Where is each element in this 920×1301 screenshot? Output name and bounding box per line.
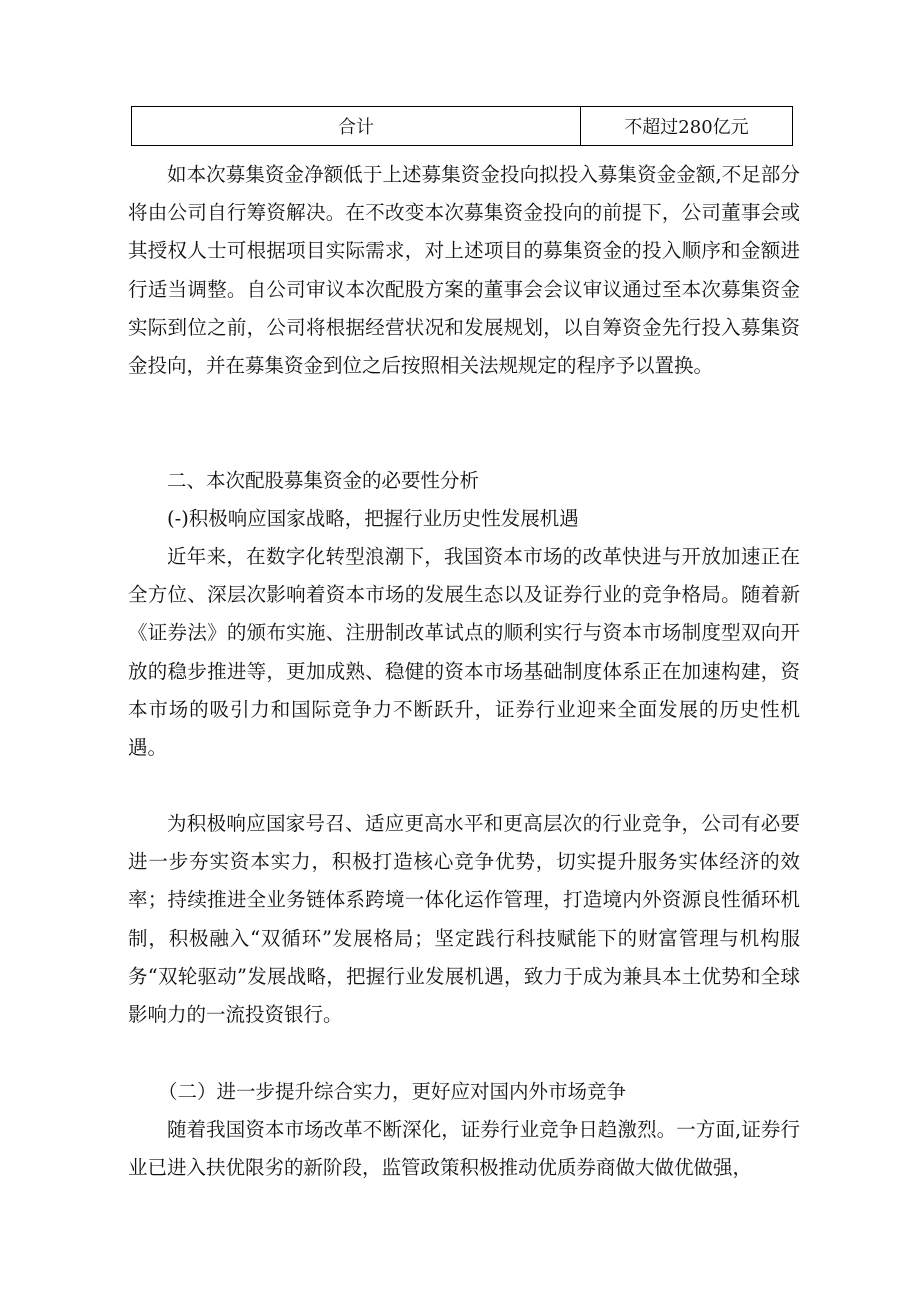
table-cell-total-value: 不超过280亿元 [624, 117, 749, 138]
paragraph-fund-shortfall: 如本次募集资金净额低于上述募集资金投向拟投入募集资金金额,不足部分将由公司自行筹资解决。在不改变本次募集资金投向的前提下，公司董事会或其授权人士可根据项目实际需求，对上述项目的募集资金的投入顺序和金额进行适当调整。自公司审议本次配股方案的董事会会议审议通过至本次募集资金实际到位之前，公司将根据经营状况和发展规划，以自筹资金先行投入募集资金投向，并在募集资金到位之后按照相关法规规定的程序予以置换。 [128, 163, 800, 378]
section-heading-necessity: 二、本次配股募集资金的必要性分析 [167, 469, 480, 492]
paragraph-company-response: 为积极响应国家号召、适应更高水平和更高层次的行业竞争，公司有必要进一步夯实资本实力，积极打造核心竞争优势，切实提升服务实体经济的效率；持续推进全业务链体系跨境一体化运作管理，打造境内外资源良性循环机制，积极融入“双循环”发展格局；坚定践行科技赋能下的财富管理与机构服务“双轮驱动”发展战略，把握行业发展机遇，致力于成为兼具本土优势和全球影响力的一流投资银行。 [128, 812, 800, 1027]
subsection-heading-national-strategy: (-)积极响应国家战略，把握行业历史性发展机遇 [167, 507, 579, 530]
paragraph-capital-market-reform: 近年来，在数字化转型浪潮下，我国资本市场的改革快进与开放加速正在全方位、深层次影响着资本市场的发展生态以及证券行业的竞争格局。随着新《证券法》的颁布实施、注册制改革试点的顺利实行与资本市场制度型双向开放的稳步推进等，更加成熟、稳健的资本市场基础制度体系正在加速构建，资本市场的吸引力和国际竞争力不断跃升，证券行业迎来全面发展的历史性机遇。 [128, 545, 800, 760]
table-cell-total-label: 合计 [132, 107, 581, 145]
subsection-heading-competitiveness: （二）进一步提升综合实力，更好应对国内外市场竞争 [158, 1080, 627, 1103]
paragraph-industry-competition: 随着我国资本市场改革不断深化，证券行业竞争日趋激烈。一方面,证券行业已进入扶优限劣的新阶段，监管政策积极推动优质券商做大做优做强， [128, 1118, 800, 1180]
summary-table [131, 106, 793, 146]
